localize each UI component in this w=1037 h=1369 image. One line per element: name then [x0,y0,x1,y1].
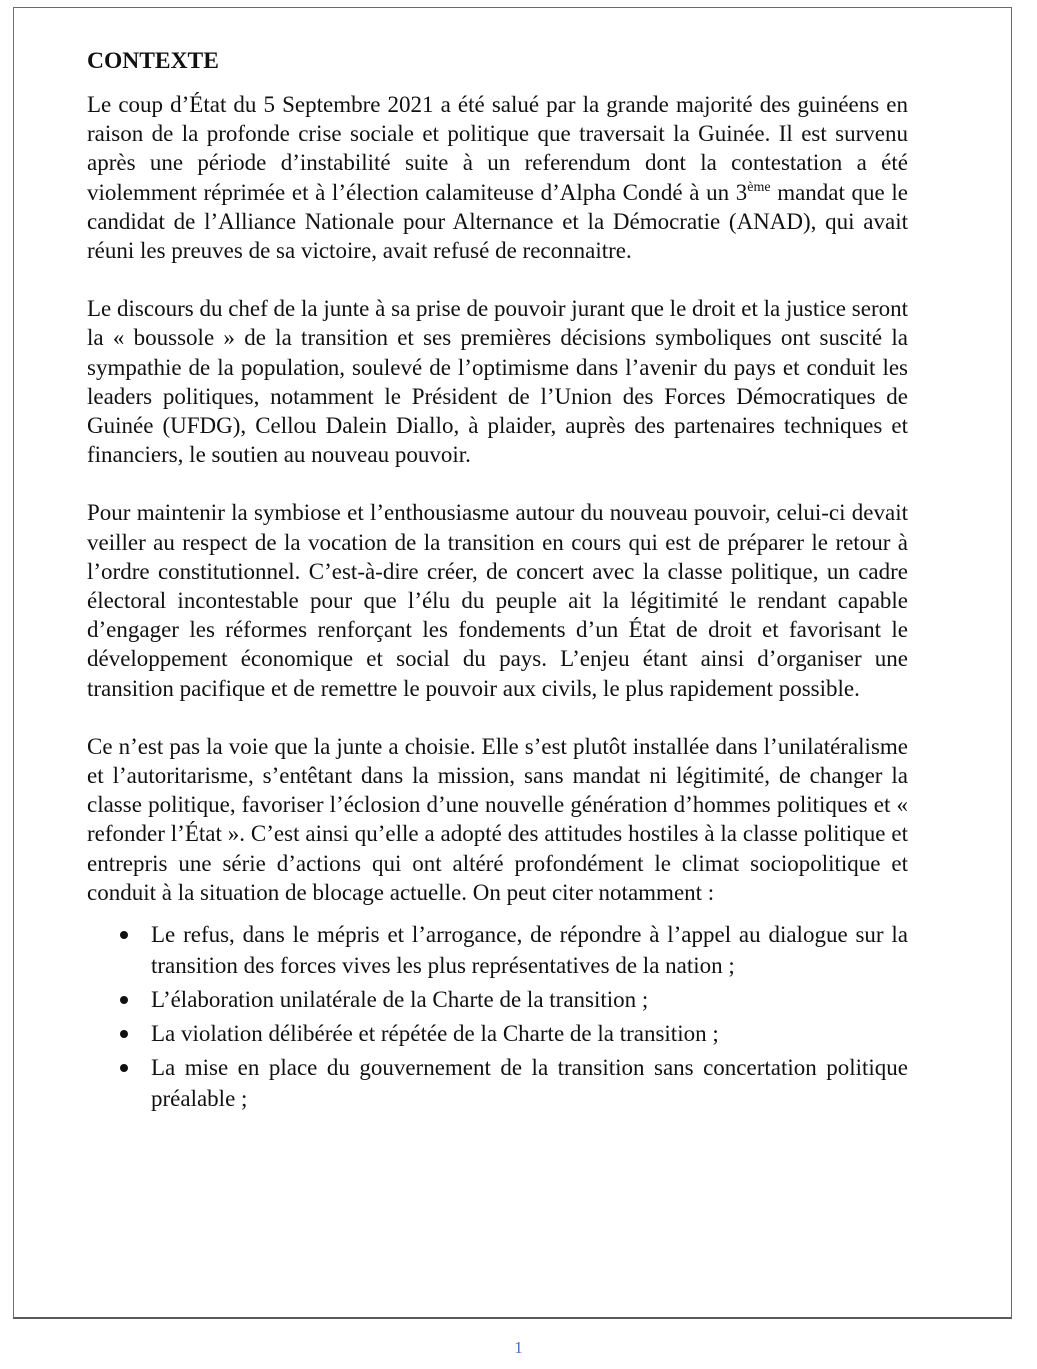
page-number: 1 [514,1338,523,1357]
list-item-text: Le refus, dans le mépris et l’arrogance, de répondre à l’appel au dialogue sur la transition des forces vives les plus représentatives de la nation ; [151,922,908,979]
list-item [87,984,908,1015]
section-heading: CONTEXTE [87,48,219,74]
list-item-text: La mise en place du gouvernement de la transition sans concertation politique préalable ; [151,1055,908,1112]
list-item [87,1018,908,1049]
list-item [87,1052,908,1114]
paragraph-1 [87,90,908,265]
paragraph-3: Pour maintenir la symbiose et l’enthousiasme autour du nouveau pouvoir, celui-ci devait veiller au respect de la vocation de la transition en cours qui est de préparer le retour à l’ordre constitutionnel. C’est-à-dire créer, de concert avec la classe politique, un cadre électoral incontestable pour que l’élu du peuple ait la légitimité le rendant capable d’engager les réformes renforçant les fondements d’un État de droit et favorisant le développement économique et social du pays. L’enjeu étant ainsi d’organiser une transition pacifique et de remettre le pouvoir aux civils, le plus rapidement possible. [87,500,908,701]
bullet-icon [120,1064,128,1072]
paragraph-2: Le discours du chef de la junte à sa prise de pouvoir jurant que le droit et la justice seront la « boussole » de la transition et ses premières décisions symboliques ont suscité la sympathie de la population, soulevé de l’optimisme dans l’avenir du pays et conduit les leaders politiques, notamment le Président de l’Union des Forces Démocratiques de Guinée (UFDG), Cellou Dalein Diallo, à plaider, auprès des partenaires techniques et financiers, le soutien au nouveau pouvoir. [87,296,908,468]
ordinal-superscript: ème [747,179,771,195]
paragraph-1-text-b: mandat que le candidat de l’Alliance Nationale pour Alternance et la Démocratie (ANAD), qui avait réuni les preuves de sa victoire, avait refusé de reconnaitre. [87,179,908,264]
bullet-icon [120,931,128,939]
list-item-text: La violation délibérée et répétée de la Charte de la transition ; [151,1021,719,1047]
list-item [87,919,908,981]
bullet-icon [120,996,128,1004]
bullet-list [87,919,908,1114]
paragraph-4: Ce n’est pas la voie que la junte a choisie. Elle s’est plutôt installée dans l’unilatéralisme et l’autoritarisme, s’entêtant dans la mission, sans mandat ni légitimité, de changer la classe politique, favoriser l’éclosion d’une nouvelle génération d’hommes politiques et « refonder l’État ». C’est ainsi qu’elle a adopté des attitudes hostiles à la classe politique et entrepris une série d’actions qui ont altéré profondément le climat sociopolitique et conduit à la situation de blocage actuelle. On peut citer notamment : [87,733,908,905]
document-body [87,44,908,1117]
bullet-icon [120,1030,128,1038]
paragraph-1-text-a: Le coup d’État du 5 Septembre 2021 a été salué par la grande majorité des guinéens en raison de la profonde crise sociale et politique que traversait la Guinée. Il est survenu après une période d’instabilité suite à un referendum dont la contestation a été violemment réprimée et à l’élection calamiteuse d’Alpha Condé à un 3 [87,92,908,205]
list-item-text: L’élaboration unilatérale de la Charte de la transition ; [151,987,649,1013]
